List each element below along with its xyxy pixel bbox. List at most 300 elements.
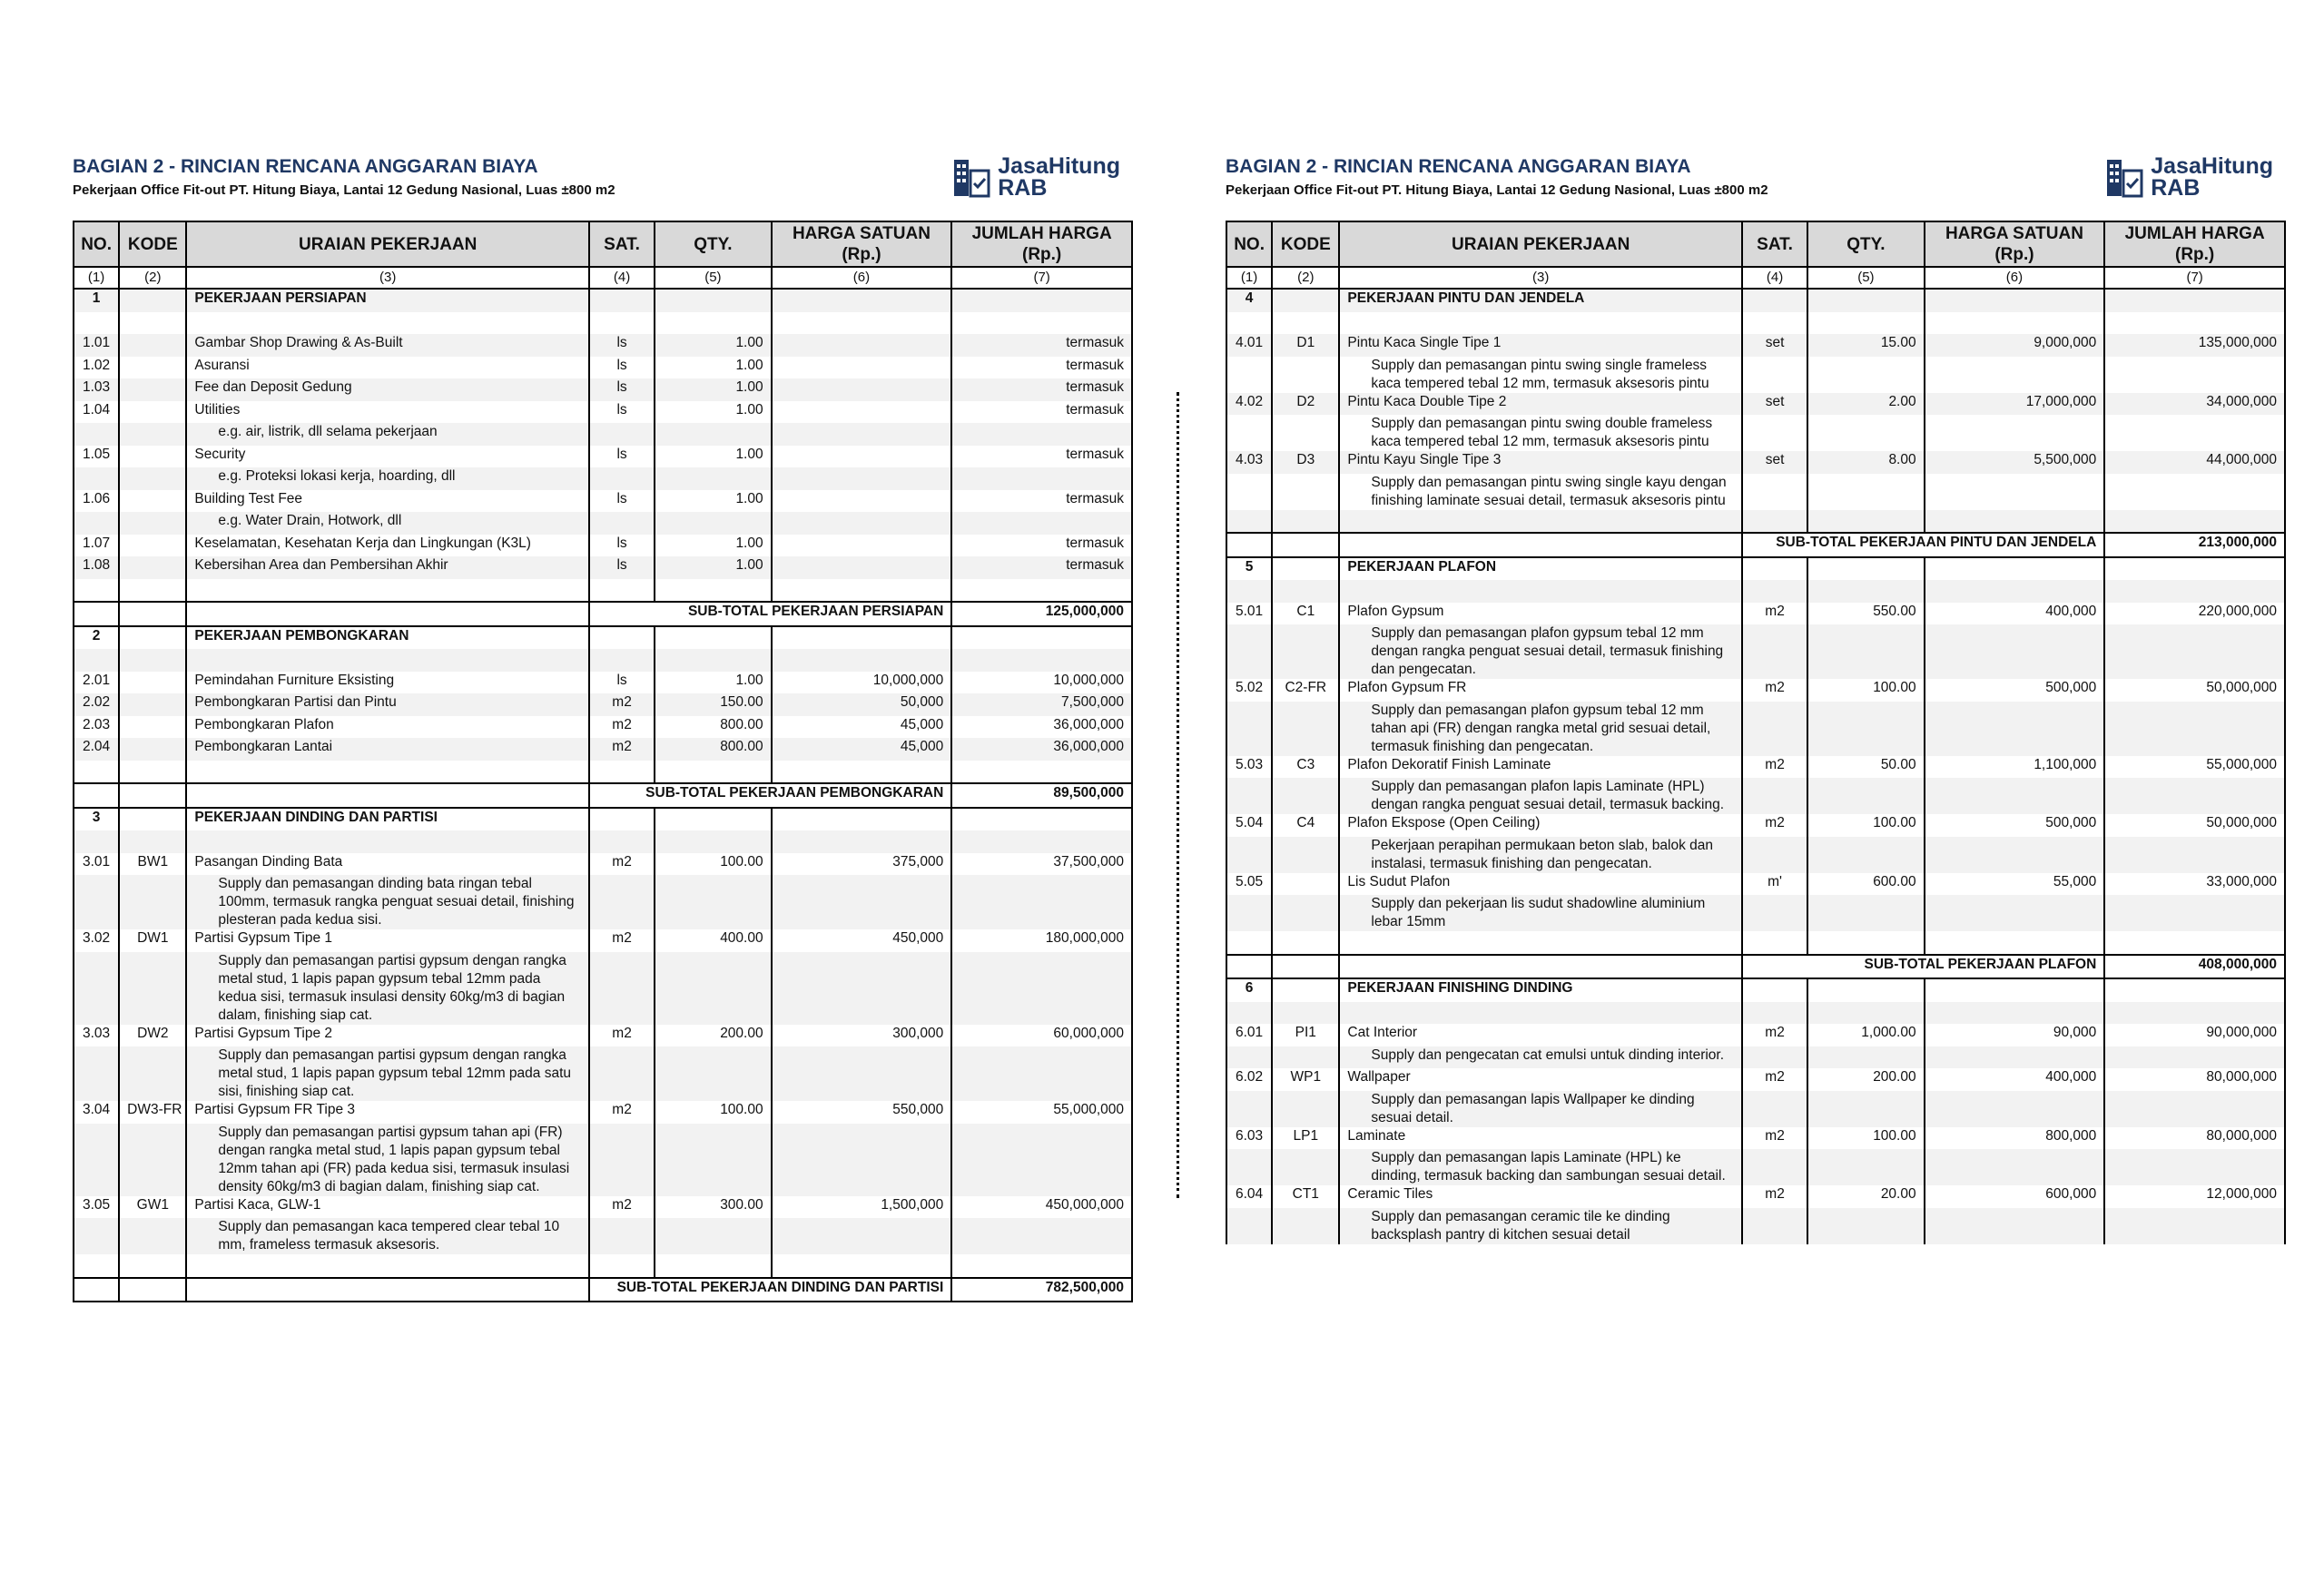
table-row	[74, 1101, 1132, 1124]
item-qty: 100.00	[1807, 814, 1924, 837]
column-header: HARGA SATUAN (Rp.)	[1925, 221, 2105, 267]
item-total: 7,500,000	[951, 693, 1132, 716]
section-row	[1226, 978, 2285, 1002]
item-number: 1.07	[74, 535, 119, 557]
blank-row	[74, 761, 1132, 784]
column-header: JUMLAH HARGA (Rp.)	[951, 221, 1132, 267]
item-number: 6.03	[1226, 1127, 1272, 1150]
item-code: PI1	[1272, 1024, 1339, 1046]
item-code	[119, 446, 186, 468]
table-row	[1226, 679, 2285, 702]
item-unit: ls	[589, 556, 655, 579]
item-unit-price: 10,000,000	[772, 672, 952, 694]
table-row	[1226, 393, 2285, 416]
description-row	[74, 952, 1132, 1025]
item-qty: 100.00	[1807, 679, 1924, 702]
description-row	[74, 1046, 1132, 1101]
item-specification: Pekerjaan perapihan permukaan beton slab, balok dan instalasi, termasuk finishing dan pengecatan.	[1339, 837, 1742, 873]
item-number: 4.01	[1226, 334, 1272, 357]
item-unit-price: 1,500,000	[772, 1196, 952, 1219]
item-code	[119, 693, 186, 716]
table-row	[74, 401, 1132, 424]
description-row	[74, 467, 1132, 490]
item-number: 2.04	[74, 738, 119, 761]
item-number: 3.01	[74, 853, 119, 876]
item-unit-price: 300,000	[772, 1025, 952, 1047]
item-number: 5.04	[1226, 814, 1272, 837]
item-qty: 200.00	[655, 1025, 771, 1047]
subtotal-label: SUB-TOTAL PEKERJAAN DINDING DAN PARTISI	[589, 1278, 951, 1302]
item-number: 5.01	[1226, 603, 1272, 625]
item-unit: set	[1742, 393, 1807, 416]
column-header: QTY.	[1807, 221, 1924, 267]
page-right	[1226, 153, 2286, 1243]
table-row	[1226, 1185, 2285, 1208]
item-unit-price: 90,000	[1925, 1024, 2105, 1046]
item-description: Partisi Gypsum Tipe 2	[186, 1025, 589, 1047]
description-row	[1226, 624, 2285, 679]
item-code	[119, 716, 186, 739]
page-title: BAGIAN 2 - RINCIAN RENCANA ANGGARAN BIAYA	[1226, 156, 1691, 177]
subtotal-label: SUB-TOTAL PEKERJAAN PLAFON	[1742, 955, 2104, 979]
subtotal-value: 213,000,000	[2104, 533, 2285, 557]
description-row	[1226, 702, 2285, 756]
item-specification: Supply dan pekerjaan lis sudut shadowline aluminium lebar 15mm	[1339, 895, 1742, 931]
table-row	[74, 378, 1132, 401]
item-unit: set	[1742, 451, 1807, 474]
item-description: Security	[186, 446, 589, 468]
table-row	[1226, 334, 2285, 357]
item-total: 33,000,000	[2104, 873, 2285, 896]
item-unit: m2	[589, 1025, 655, 1047]
item-unit-price: 5,500,000	[1925, 451, 2105, 474]
item-code: BW1	[119, 853, 186, 876]
item-total: 12,000,000	[2104, 1185, 2285, 1208]
column-header: KODE	[119, 221, 186, 267]
column-number: (5)	[655, 267, 771, 289]
blank-row	[1226, 510, 2285, 534]
item-unit-price: 500,000	[1925, 814, 2105, 837]
table-row	[1226, 1024, 2285, 1046]
item-total: 37,500,000	[951, 853, 1132, 876]
table-row	[74, 1196, 1132, 1219]
subtotal-label: SUB-TOTAL PEKERJAAN PINTU DAN JENDELA	[1742, 533, 2104, 557]
item-qty: 800.00	[655, 738, 771, 761]
item-specification: Supply dan pemasangan partisi gypsum dengan rangka metal stud, 1 lapis papan gypsum tebal 12mm pada kedua sisi, termasuk insulasi density 60kg/m3 di bagian dalam, finishing siap cat.	[186, 952, 589, 1025]
item-unit: ls	[589, 357, 655, 379]
section-title: PEKERJAAN PLAFON	[1339, 557, 1742, 581]
item-total: termasuk	[951, 446, 1132, 468]
item-total: 50,000,000	[2104, 679, 2285, 702]
item-code	[119, 490, 186, 513]
column-number-row	[1226, 267, 2285, 289]
table-header-row	[74, 221, 1132, 267]
item-code: WP1	[1272, 1068, 1339, 1091]
column-header: KODE	[1272, 221, 1339, 267]
logo-line-2: RAB	[2151, 175, 2201, 201]
item-qty: 100.00	[655, 1101, 771, 1124]
subtotal-value: 89,500,000	[951, 783, 1132, 808]
item-number: 2.03	[74, 716, 119, 739]
item-number: 2.02	[74, 693, 119, 716]
item-description: Partisi Kaca, GLW-1	[186, 1196, 589, 1219]
table-row	[74, 716, 1132, 739]
item-code	[119, 672, 186, 694]
item-description: Wallpaper	[1339, 1068, 1742, 1091]
description-row	[1226, 474, 2285, 510]
item-total: 55,000,000	[951, 1101, 1132, 1124]
item-total: termasuk	[951, 378, 1132, 401]
item-unit-price	[772, 490, 952, 513]
item-total: 10,000,000	[951, 672, 1132, 694]
description-row	[74, 1218, 1132, 1254]
table-row	[74, 853, 1132, 876]
item-description: Plafon Gypsum FR	[1339, 679, 1742, 702]
item-description: Pemindahan Furniture Eksisting	[186, 672, 589, 694]
item-unit: ls	[589, 401, 655, 424]
item-unit-price: 50,000	[772, 693, 952, 716]
item-number: 6.02	[1226, 1068, 1272, 1091]
section-number: 6	[1226, 978, 1272, 1002]
item-number: 1.02	[74, 357, 119, 379]
item-unit-price: 800,000	[1925, 1127, 2105, 1150]
item-code: D1	[1272, 334, 1339, 357]
item-specification: Supply dan pemasangan partisi gypsum tahan api (FR) dengan rangka metal stud, 1 lapis papan gypsum tebal 12mm tahan api (FR) pada kedua sisi, termasuk insulasi density 60kg/m3 di bagian dalam, finishing siap cat.	[186, 1124, 589, 1196]
item-qty: 20.00	[1807, 1185, 1924, 1208]
page-divider	[1177, 392, 1179, 1198]
item-qty: 2.00	[1807, 393, 1924, 416]
item-unit-price	[772, 556, 952, 579]
item-qty: 1.00	[655, 535, 771, 557]
page-title: BAGIAN 2 - RINCIAN RENCANA ANGGARAN BIAYA	[73, 156, 538, 177]
item-unit: m2	[1742, 1185, 1807, 1208]
item-total: 80,000,000	[2104, 1127, 2285, 1150]
column-number: (5)	[1807, 267, 1924, 289]
item-specification: Supply dan pemasangan plafon gypsum tebal 12 mm tahan api (FR) dengan rangka metal grid sesuai detail, termasuk finishing dan pengecatan.	[1339, 702, 1742, 756]
item-description: Pembongkaran Plafon	[186, 716, 589, 739]
item-description: Cat Interior	[1339, 1024, 1742, 1046]
item-qty: 550.00	[1807, 603, 1924, 625]
item-qty: 150.00	[655, 693, 771, 716]
item-number: 4.03	[1226, 451, 1272, 474]
description-row	[74, 1124, 1132, 1196]
item-number: 1.03	[74, 378, 119, 401]
item-unit: ls	[589, 334, 655, 357]
item-qty: 1.00	[655, 357, 771, 379]
logo-line-2: RAB	[998, 175, 1048, 201]
section-row	[1226, 557, 2285, 581]
column-header: QTY.	[655, 221, 771, 267]
item-code	[119, 738, 186, 761]
table-row	[74, 693, 1132, 716]
item-description: Plafon Dekoratif Finish Laminate	[1339, 756, 1742, 779]
item-unit: m2	[589, 853, 655, 876]
item-number: 5.03	[1226, 756, 1272, 779]
column-number: (4)	[589, 267, 655, 289]
column-number: (4)	[1742, 267, 1807, 289]
page-subtitle: Pekerjaan Office Fit-out PT. Hitung Biaya, Lantai 12 Gedung Nasional, Luas ±800 m2	[1226, 182, 1768, 198]
blank-row	[74, 649, 1132, 672]
subtotal-value: 125,000,000	[951, 602, 1132, 626]
item-qty: 1.00	[655, 672, 771, 694]
item-unit: m'	[1742, 873, 1807, 896]
description-row	[1226, 1091, 2285, 1127]
column-number: (1)	[1226, 267, 1272, 289]
blank-row	[74, 312, 1132, 335]
section-title: PEKERJAAN FINISHING DINDING	[1339, 978, 1742, 1002]
column-header: URAIAN PEKERJAAN	[1339, 221, 1742, 267]
item-total: termasuk	[951, 490, 1132, 513]
item-qty: 1.00	[655, 556, 771, 579]
item-description: Plafon Gypsum	[1339, 603, 1742, 625]
item-specification: e.g. Proteksi lokasi kerja, hoarding, dll	[186, 467, 589, 490]
item-qty: 200.00	[1807, 1068, 1924, 1091]
table-row	[1226, 1127, 2285, 1150]
item-unit-price: 500,000	[1925, 679, 2105, 702]
item-code: DW2	[119, 1025, 186, 1047]
item-unit-price: 600,000	[1925, 1185, 2105, 1208]
column-header: URAIAN PEKERJAAN	[186, 221, 589, 267]
item-unit: m2	[589, 738, 655, 761]
item-unit: m2	[589, 716, 655, 739]
logo-line-1: JasaHitung	[998, 153, 1120, 179]
item-qty: 600.00	[1807, 873, 1924, 896]
subtotal-row	[74, 602, 1132, 626]
section-number: 5	[1226, 557, 1272, 581]
item-qty: 800.00	[655, 716, 771, 739]
item-number: 2.01	[74, 672, 119, 694]
blank-row	[1226, 312, 2285, 335]
table-row	[74, 672, 1132, 694]
item-unit-price: 375,000	[772, 853, 952, 876]
item-specification: Supply dan pemasangan pintu swing double frameless kaca tempered tebal 12 mm, termasuk aksesoris pintu	[1339, 415, 1742, 451]
item-code	[1272, 873, 1339, 896]
item-description: Partisi Gypsum Tipe 1	[186, 929, 589, 952]
column-number-row	[74, 267, 1132, 289]
item-qty: 50.00	[1807, 756, 1924, 779]
description-row	[74, 512, 1132, 535]
building-checklist-icon	[2105, 154, 2145, 200]
rab-table	[73, 221, 1133, 1302]
item-unit: m2	[589, 929, 655, 952]
item-unit: m2	[1742, 1068, 1807, 1091]
item-unit: m2	[589, 693, 655, 716]
item-total: 135,000,000	[2104, 334, 2285, 357]
subtotal-label: SUB-TOTAL PEKERJAAN PEMBONGKARAN	[589, 783, 951, 808]
column-header: NO.	[74, 221, 119, 267]
item-total: termasuk	[951, 401, 1132, 424]
item-total: termasuk	[951, 556, 1132, 579]
item-unit-price: 400,000	[1925, 1068, 2105, 1091]
column-number: (1)	[74, 267, 119, 289]
item-unit-price: 17,000,000	[1925, 393, 2105, 416]
item-total: termasuk	[951, 357, 1132, 379]
item-code	[119, 535, 186, 557]
item-description: Pintu Kaca Double Tipe 2	[1339, 393, 1742, 416]
item-unit-price: 1,100,000	[1925, 756, 2105, 779]
item-total: 180,000,000	[951, 929, 1132, 952]
item-description: Pembongkaran Lantai	[186, 738, 589, 761]
item-number: 3.05	[74, 1196, 119, 1219]
item-number: 3.02	[74, 929, 119, 952]
item-specification: e.g. air, listrik, dll selama pekerjaan	[186, 423, 589, 446]
table-row	[74, 446, 1132, 468]
item-unit: ls	[589, 672, 655, 694]
item-description: Pembongkaran Partisi dan Pintu	[186, 693, 589, 716]
item-description: Building Test Fee	[186, 490, 589, 513]
description-row	[1226, 1149, 2285, 1185]
item-total: 220,000,000	[2104, 603, 2285, 625]
item-number: 5.02	[1226, 679, 1272, 702]
item-unit-price	[772, 334, 952, 357]
item-code: D2	[1272, 393, 1339, 416]
item-total: 55,000,000	[2104, 756, 2285, 779]
item-qty: 300.00	[655, 1196, 771, 1219]
subtotal-row	[1226, 533, 2285, 557]
item-specification: Supply dan pemasangan pintu swing single kayu dengan finishing laminate sesuai detail, termasuk aksesoris pintu	[1339, 474, 1742, 510]
item-qty: 8.00	[1807, 451, 1924, 474]
item-code: C3	[1272, 756, 1339, 779]
item-total: 34,000,000	[2104, 393, 2285, 416]
item-number: 1.01	[74, 334, 119, 357]
item-unit: m2	[1742, 1024, 1807, 1046]
item-unit-price	[772, 535, 952, 557]
description-row	[1226, 837, 2285, 873]
blank-row	[74, 579, 1132, 603]
item-qty: 400.00	[655, 929, 771, 952]
item-code	[119, 556, 186, 579]
section-title: PEKERJAAN PEMBONGKARAN	[186, 626, 589, 650]
item-unit-price: 9,000,000	[1925, 334, 2105, 357]
section-title: PEKERJAAN PINTU DAN JENDELA	[1339, 289, 1742, 312]
item-unit: m2	[1742, 679, 1807, 702]
item-specification: Supply dan pemasangan lapis Wallpaper ke dinding sesuai detail.	[1339, 1091, 1742, 1127]
item-description: Ceramic Tiles	[1339, 1185, 1742, 1208]
item-unit-price	[772, 401, 952, 424]
column-header: NO.	[1226, 221, 1272, 267]
item-number: 1.08	[74, 556, 119, 579]
logo-line-1: JasaHitung	[2151, 153, 2273, 179]
item-description: Asuransi	[186, 357, 589, 379]
item-specification: Supply dan pemasangan lapis Laminate (HPL) ke dinding, termasuk backing dan sambungan sesuai detail.	[1339, 1149, 1742, 1185]
table-row	[74, 535, 1132, 557]
column-number: (7)	[951, 267, 1132, 289]
column-number: (6)	[772, 267, 952, 289]
table-row	[74, 1025, 1132, 1047]
item-description: Utilities	[186, 401, 589, 424]
item-unit: m2	[589, 1101, 655, 1124]
item-qty: 100.00	[1807, 1127, 1924, 1150]
item-qty: 1.00	[655, 334, 771, 357]
item-description: Kebersihan Area dan Pembersihan Akhir	[186, 556, 589, 579]
item-total: 450,000,000	[951, 1196, 1132, 1219]
section-number: 2	[74, 626, 119, 650]
item-unit-price	[772, 446, 952, 468]
table-row	[74, 738, 1132, 761]
item-code: LP1	[1272, 1127, 1339, 1150]
section-title: PEKERJAAN DINDING DAN PARTISI	[186, 808, 589, 831]
item-number: 1.05	[74, 446, 119, 468]
item-number: 6.04	[1226, 1185, 1272, 1208]
blank-row	[1226, 1002, 2285, 1025]
item-qty: 1.00	[655, 378, 771, 401]
item-unit-price: 450,000	[772, 929, 952, 952]
item-total: 36,000,000	[951, 738, 1132, 761]
item-unit-price: 400,000	[1925, 603, 2105, 625]
table-row	[74, 929, 1132, 952]
subtotal-row	[74, 1278, 1132, 1302]
description-row	[1226, 415, 2285, 451]
item-number: 1.04	[74, 401, 119, 424]
table-row	[1226, 1068, 2285, 1091]
item-unit: ls	[589, 490, 655, 513]
item-code: C4	[1272, 814, 1339, 837]
description-row	[1226, 1208, 2285, 1244]
item-code: GW1	[119, 1196, 186, 1219]
blank-row	[74, 1254, 1132, 1278]
item-description: Keselamatan, Kesehatan Kerja dan Lingkungan (K3L)	[186, 535, 589, 557]
column-header: SAT.	[589, 221, 655, 267]
subtotal-row	[74, 783, 1132, 808]
item-description: Laminate	[1339, 1127, 1742, 1150]
item-unit: set	[1742, 334, 1807, 357]
section-row	[74, 626, 1132, 650]
subtotal-label: SUB-TOTAL PEKERJAAN PERSIAPAN	[589, 602, 951, 626]
item-specification: Supply dan pemasangan dinding bata ringan tebal 100mm, termasuk rangka penguat sesuai detail, finishing plesteran pada kedua sisi.	[186, 875, 589, 929]
item-code	[119, 334, 186, 357]
table-row	[74, 357, 1132, 379]
company-logo	[2105, 154, 2273, 200]
item-unit-price: 45,000	[772, 738, 952, 761]
item-unit: m2	[1742, 814, 1807, 837]
blank-row	[1226, 931, 2285, 955]
table-row	[1226, 603, 2285, 625]
item-code	[119, 378, 186, 401]
item-specification: Supply dan pemasangan kaca tempered clear tebal 10 mm, frameless termasuk aksesoris.	[186, 1218, 589, 1254]
item-specification: Supply dan pemasangan ceramic tile ke dinding backsplash pantry di kitchen sesuai detail	[1339, 1208, 1742, 1244]
item-total: 50,000,000	[2104, 814, 2285, 837]
item-unit: m2	[1742, 1127, 1807, 1150]
item-number: 3.04	[74, 1101, 119, 1124]
column-number: (2)	[119, 267, 186, 289]
item-total: 90,000,000	[2104, 1024, 2285, 1046]
item-specification: e.g. Water Drain, Hotwork, dll	[186, 512, 589, 535]
item-unit-price: 45,000	[772, 716, 952, 739]
column-header: HARGA SATUAN (Rp.)	[772, 221, 952, 267]
item-code: C2-FR	[1272, 679, 1339, 702]
item-unit-price	[772, 357, 952, 379]
item-description: Lis Sudut Plafon	[1339, 873, 1742, 896]
item-total: 44,000,000	[2104, 451, 2285, 474]
column-number: (3)	[186, 267, 589, 289]
subtotal-value: 782,500,000	[951, 1278, 1132, 1302]
column-number: (2)	[1272, 267, 1339, 289]
item-total: 80,000,000	[2104, 1068, 2285, 1091]
section-row	[1226, 289, 2285, 312]
item-code: C1	[1272, 603, 1339, 625]
item-qty: 100.00	[655, 853, 771, 876]
table-row	[74, 556, 1132, 579]
item-total: termasuk	[951, 334, 1132, 357]
item-specification: Supply dan pemasangan plafon gypsum tebal 12 mm dengan rangka penguat sesuai detail, termasuk finishing dan pengecatan.	[1339, 624, 1742, 679]
company-logo	[952, 154, 1120, 200]
table-row	[74, 334, 1132, 357]
item-specification: Supply dan pemasangan pintu swing single frameless kaca tempered tebal 12 mm, termasuk aksesoris pintu	[1339, 357, 1742, 393]
item-number: 1.06	[74, 490, 119, 513]
item-unit-price: 55,000	[1925, 873, 2105, 896]
column-header: JUMLAH HARGA (Rp.)	[2104, 221, 2285, 267]
table-row	[1226, 873, 2285, 896]
